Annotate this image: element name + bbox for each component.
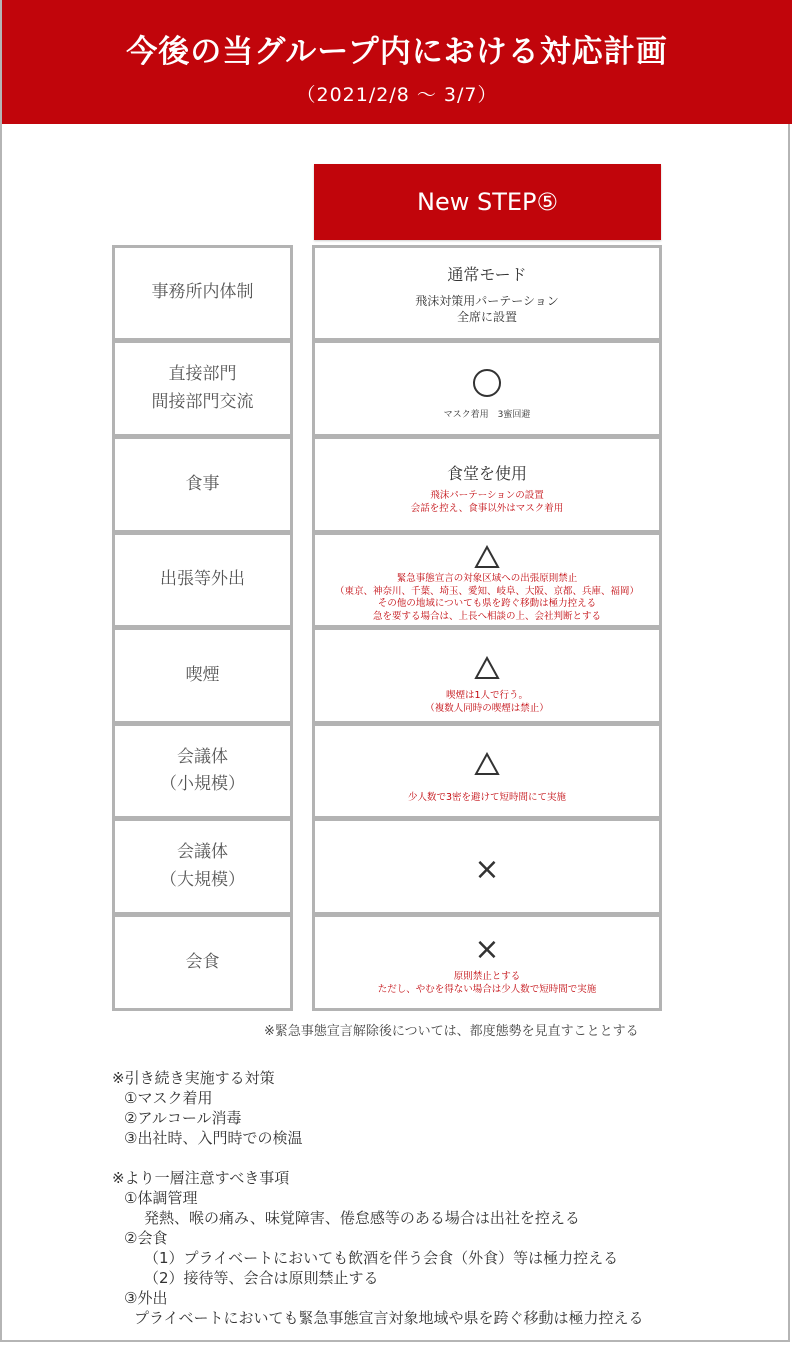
row-value-main: 通常モード — [447, 265, 527, 284]
caution-detail: （2）接待等、会合は原則禁止する — [144, 1269, 379, 1287]
caution-item: ③外出 — [124, 1289, 168, 1307]
continue-title: ※引き続き実施する対策 — [112, 1069, 275, 1087]
row-value-meal — [312, 436, 662, 533]
red-note-line: 喫煙は1人で行う。 — [445, 690, 529, 701]
row-label-dinner — [112, 914, 293, 1011]
row-label-meeting-small — [112, 723, 293, 819]
row-value-main: 食堂を使用 — [446, 464, 527, 483]
row-label-text: 事務所内体制 — [151, 282, 254, 303]
row-label-meeting-large — [112, 818, 293, 915]
row-label-text: 直接部門 — [168, 364, 237, 385]
row-value-red — [315, 490, 659, 515]
row-label-smoking — [112, 627, 293, 724]
row-value-smoking — [312, 627, 662, 724]
continue-item: ③出社時、入門時での検温 — [124, 1129, 303, 1147]
caution-item: ②会食 — [124, 1229, 168, 1247]
row-label-department — [112, 340, 293, 437]
row-value-meeting-small — [312, 723, 662, 819]
red-note-line: 飛沫パーテーションの設置 — [430, 490, 544, 501]
row-value-meeting-large — [312, 818, 662, 915]
row-value-red — [315, 573, 659, 623]
continue-item: ②アルコール消毒 — [124, 1109, 242, 1127]
caution-item: ①体調管理 — [124, 1189, 198, 1207]
red-note-line: （東京、神奈川、千葉、埼玉、愛知、岐阜、大阪、京都、兵庫、福岡） — [334, 585, 639, 597]
spacer — [112, 1148, 772, 1168]
period-label: （2021/2/8 〜 3/7） — [296, 84, 498, 106]
triangle-icon — [315, 545, 659, 569]
row-value-trip — [312, 532, 662, 628]
row-value-red — [315, 690, 659, 715]
red-note-line: 急を要する場合は、上長へ相談の上、会社判断とする — [372, 610, 601, 622]
caution-title: ※より一層注意すべき事項 — [112, 1169, 290, 1187]
notes-section — [112, 1068, 772, 1328]
row-value-sub-line: 飛沫対策用パーテーション — [415, 294, 559, 308]
caution-detail: （1）プライベートにおいても飲酒を伴う会食（外食）等は極力控える — [144, 1249, 619, 1267]
page-header — [2, 0, 792, 124]
caution-detail: プライベートにおいても緊急事態宣言対象地域や県を跨ぐ移動は極力控える — [134, 1309, 644, 1327]
red-note-line: ただし、やむを得ない場合は少人数で短時間で実施 — [377, 983, 597, 995]
circle-icon — [473, 369, 501, 397]
row-label-office — [112, 245, 293, 341]
cross-icon: × — [474, 932, 500, 967]
row-label-text: 食事 — [185, 473, 220, 494]
cross-icon: × — [474, 852, 500, 887]
red-note-line: 会話を控え、食事以外はマスク着用 — [410, 502, 564, 514]
row-label-text: 出張等外出 — [160, 569, 245, 590]
row-value-dinner — [312, 914, 662, 1011]
row-value-red — [315, 792, 659, 805]
step-header: New STEP⑤ — [314, 164, 661, 240]
red-note-line: 少人数で3密を避けて短時間にて実施 — [407, 792, 567, 803]
row-label-text: （小規模） — [160, 774, 245, 794]
caution-detail: 発熱、喉の痛み、味覚障害、倦怠感等のある場合は出社を控える — [144, 1209, 580, 1227]
row-value-sub — [315, 293, 659, 325]
row-label-text: 喫煙 — [185, 664, 220, 685]
row-label-text: 会議体 — [177, 746, 228, 767]
row-value-department — [312, 340, 662, 437]
row-label-text: 会食 — [185, 951, 220, 972]
row-value-tiny: マスク着用 3蜜回避 — [443, 410, 531, 420]
row-value-office — [312, 245, 662, 341]
row-label-text: 間接部門交流 — [151, 391, 254, 412]
triangle-icon — [315, 656, 659, 680]
row-value-sub-line: 全席に設置 — [456, 310, 517, 324]
continue-item: ①マスク着用 — [124, 1089, 213, 1107]
red-note-line: （複数人同時の喫煙は禁止） — [425, 702, 549, 714]
triangle-icon — [315, 752, 659, 776]
row-label-trip — [112, 532, 293, 628]
footnote: ※緊急事態宣言解除後については、都度態勢を見直すこととする — [264, 1024, 639, 1039]
red-note-line: 緊急事態宣言の対象区域への出張原則禁止 — [396, 573, 578, 584]
row-label-text: （大規模） — [160, 869, 245, 890]
red-note-line: その他の地域についても県を跨ぐ移動は極力控える — [377, 598, 597, 609]
red-note-line: 原則禁止とする — [453, 971, 521, 982]
page-title: 今後の当グループ内における対応計画 — [126, 34, 668, 70]
row-value-red — [315, 971, 659, 996]
row-label-text: 会議体 — [177, 842, 228, 863]
row-label-meal — [112, 436, 293, 533]
